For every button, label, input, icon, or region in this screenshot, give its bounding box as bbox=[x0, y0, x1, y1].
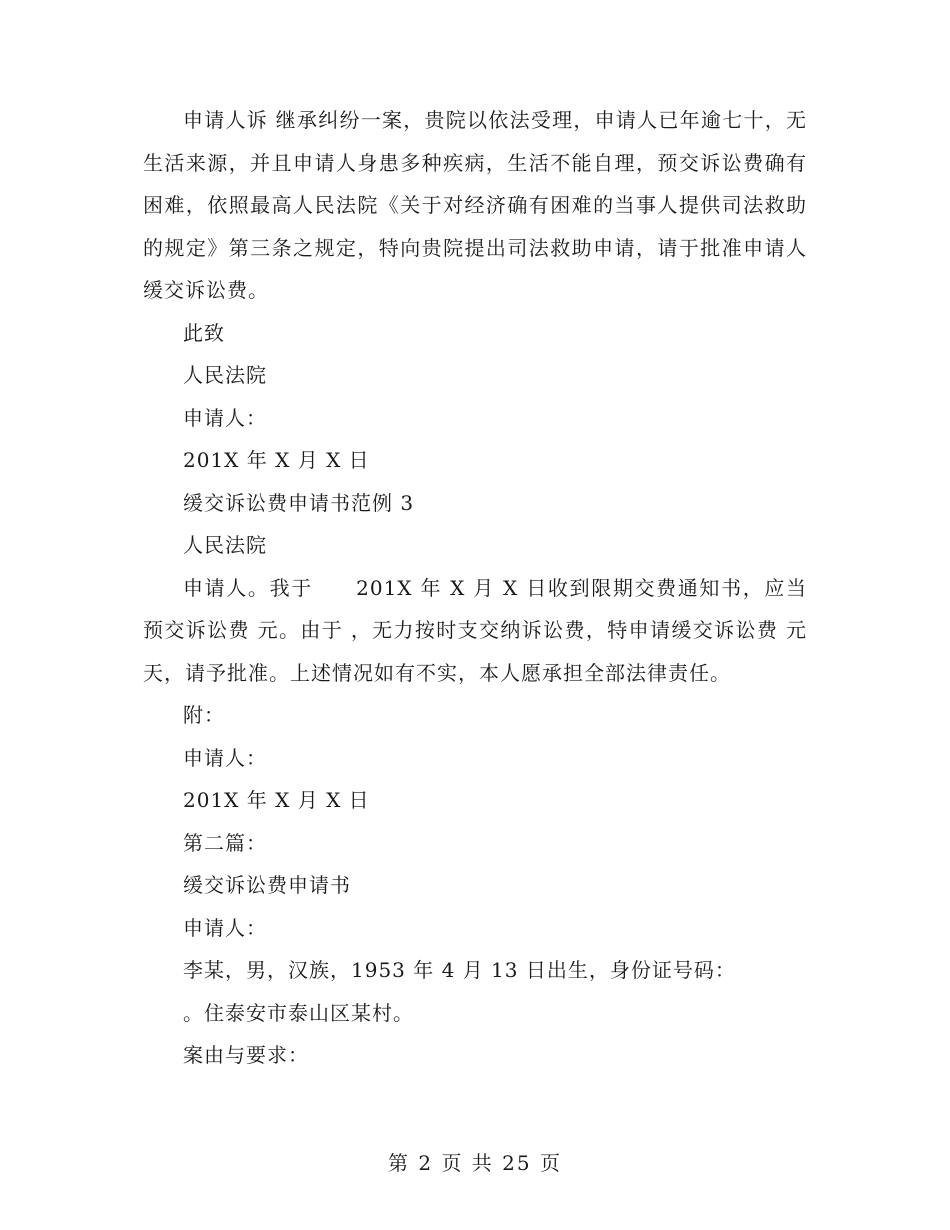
paragraph-case-heading: 案由与要求： bbox=[183, 1043, 309, 1067]
paragraph-applicant-label-2: 申请人： bbox=[183, 745, 267, 770]
paragraph-applicant-label: 申请人： bbox=[183, 405, 267, 430]
paragraph-notice-body: 申请人。我于 201X 年 X 月 X 日收到限期交费通知书，应当预交诉讼费 元。由于 ，无力按时支交纳诉讼费，特申请缓交诉讼费 元 天，请予批准。上述情况如有不实，本人愿承担全部法律责任。 bbox=[143, 575, 815, 685]
paragraph-section-heading: 第二篇： bbox=[183, 830, 267, 855]
document-body bbox=[143, 99, 815, 1077]
paragraph-salutation: 此致 bbox=[183, 320, 225, 345]
paragraph-applicant-info: 李某，男，汉族，1953 年 4 月 13 日出生，身份证号码： bbox=[183, 958, 736, 982]
paragraph-application-reason: 申请人诉 继承纠纷一案，贵院以依法受理，申请人已年逾七十，无生活来源，并且申请人身患多种疾病，生活不能自理，预交诉讼费确有困难，依照最高人民法院《关于对经济确有困难的当事人提供司法救助的规定》第三条之规定，特向贵院提出司法救助申请，请于批准申请人缓交诉讼费。 bbox=[143, 108, 807, 302]
paragraph-address: 。住泰安市泰山区某村。 bbox=[183, 1000, 414, 1025]
paragraph-court-2: 人民法院 bbox=[183, 533, 267, 557]
paragraph-section-title: 缓交诉讼费申请书 bbox=[183, 873, 351, 897]
paragraph-applicant-label-3: 申请人： bbox=[183, 915, 267, 940]
page-number-footer: 第 2 页 共 25 页 bbox=[388, 1151, 562, 1175]
paragraph-example-title: 缓交诉讼费申请书范例 3 bbox=[183, 490, 415, 515]
paragraph-date-2: 201X 年 X 月 X 日 bbox=[183, 788, 370, 812]
paragraph-court: 人民法院 bbox=[183, 363, 267, 387]
paragraph-date: 201X 年 X 月 X 日 bbox=[183, 448, 370, 472]
paragraph-attachment: 附： bbox=[183, 703, 225, 727]
